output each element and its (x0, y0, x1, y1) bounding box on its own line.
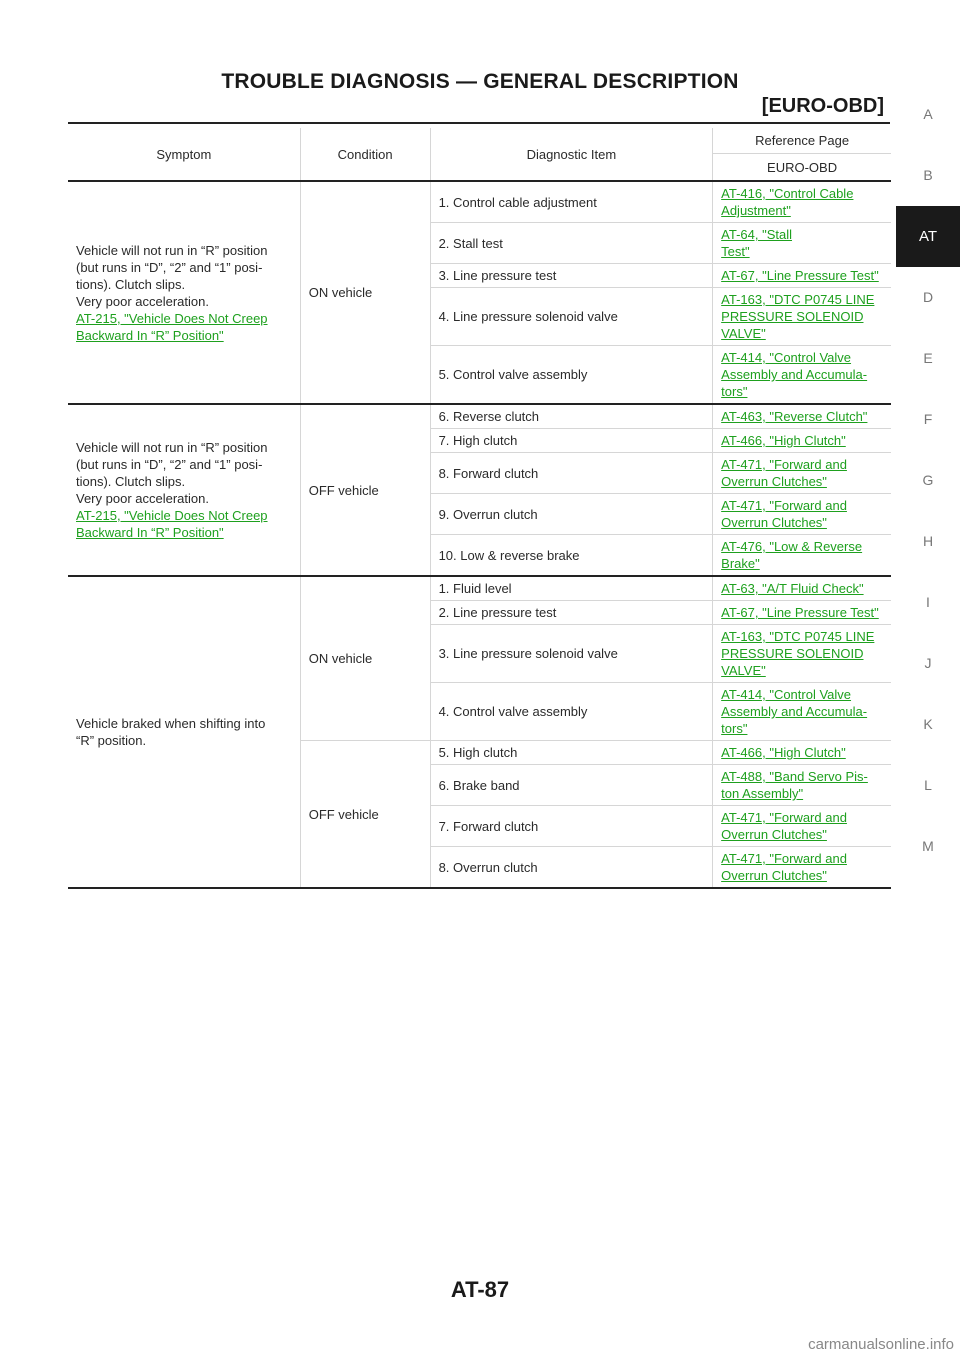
symptom-line: Very poor acceleration. (76, 491, 209, 506)
section-tab-j[interactable]: J (924, 655, 932, 671)
section-tab-k[interactable]: K (923, 716, 933, 732)
reference-link[interactable] (721, 349, 883, 400)
reference-line: AT-63, "A/T Fluid Check" (721, 581, 864, 596)
reference-cell (713, 625, 891, 683)
reference-link[interactable] (721, 267, 883, 284)
reference-line: AT-414, "Control Valve (721, 687, 852, 702)
reference-cell (713, 288, 891, 346)
reference-line: AT-463, "Reverse Clutch" (721, 409, 868, 424)
reference-cell (713, 494, 891, 535)
header-diagnostic-item: Diagnostic Item (430, 128, 713, 181)
diagnostic-item-cell: 2. Line pressure test (430, 601, 713, 625)
section-tab-b[interactable]: B (923, 167, 933, 183)
reference-line: Brake" (721, 556, 760, 571)
reference-line: VALVE" (721, 326, 766, 341)
reference-line: AT-466, "High Clutch" (721, 433, 846, 448)
diagnostic-item-cell: 5. Control valve assembly (430, 346, 713, 405)
section-tab-h[interactable]: H (922, 533, 934, 549)
symptom-reference-line: AT-215, "Vehicle Does Not Creep (76, 310, 268, 326)
diagnostic-item-cell: 4. Line pressure solenoid valve (430, 288, 713, 346)
section-tab-at[interactable]: AT (896, 206, 960, 267)
reference-cell (713, 181, 891, 223)
diagnostic-item-cell: 4. Control valve assembly (430, 683, 713, 741)
symptom-reference-line: Backward In “R” Position" (76, 525, 224, 540)
diagnostic-item-cell: 3. Line pressure test (430, 264, 713, 288)
diagnostic-item-cell: 10. Low & reverse brake (430, 535, 713, 577)
reference-line: AT-416, "Control Cable (721, 186, 854, 201)
table-row (68, 576, 891, 601)
reference-link[interactable] (721, 538, 883, 572)
reference-cell (713, 683, 891, 741)
reference-line: Assembly and Accumula- (721, 367, 868, 382)
reference-link[interactable] (721, 686, 883, 737)
diagnostic-item-cell: 7. Forward clutch (430, 806, 713, 847)
symptom-line: Vehicle will not run in “R” position (76, 242, 268, 258)
reference-line: Overrun Clutches" (721, 515, 827, 530)
diagnostic-item-cell: 3. Line pressure solenoid valve (430, 625, 713, 683)
symptom-cell (68, 181, 300, 404)
symptom-line: (but runs in “D”, “2” and “1” posi- (76, 259, 263, 275)
diagnostic-item-cell: 5. High clutch (430, 741, 713, 765)
reference-line: Adjustment" (721, 203, 791, 218)
condition-cell: OFF vehicle (300, 404, 430, 576)
symptom-reference-link[interactable] (76, 310, 292, 344)
reference-link[interactable] (721, 185, 883, 219)
diagnosis-table (68, 128, 891, 889)
reference-line: AT-64, "Stall (721, 227, 793, 242)
page-subtitle: [EURO-OBD] (761, 95, 884, 117)
diagnostic-item-cell: 6. Brake band (430, 765, 713, 806)
section-index (896, 84, 960, 877)
diagnostic-item-cell: 7. High clutch (430, 429, 713, 453)
table-header (68, 128, 891, 181)
reference-line: Overrun Clutches" (721, 827, 827, 842)
section-tab-i[interactable]: I (926, 594, 930, 610)
section-tab-m[interactable]: M (922, 838, 934, 854)
reference-line: PRESSURE SOLENOID (721, 646, 864, 661)
reference-line: AT-471, "Forward and (721, 851, 847, 866)
symptom-line: Vehicle will not run in “R” position (76, 440, 268, 455)
reference-link[interactable] (721, 291, 883, 342)
symptom-cell (68, 404, 300, 576)
table-body (68, 181, 891, 888)
diagnostic-item-cell: 1. Control cable adjustment (430, 181, 713, 223)
reference-cell (713, 346, 891, 405)
reference-cell (713, 576, 891, 601)
reference-line: AT-163, "DTC P0745 LINE (721, 292, 875, 307)
condition-cell: ON vehicle (300, 181, 430, 404)
diagnostic-item-cell: 8. Forward clutch (430, 453, 713, 494)
section-tab-e[interactable]: E (923, 350, 933, 366)
reference-link[interactable] (721, 408, 883, 425)
reference-line: AT-488, "Band Servo Pis- (721, 769, 868, 784)
reference-link[interactable] (721, 809, 883, 843)
reference-cell (713, 847, 891, 889)
reference-line: AT-471, "Forward and (721, 498, 847, 513)
reference-line: Overrun Clutches" (721, 868, 827, 883)
reference-line: AT-471, "Forward and (721, 810, 847, 825)
reference-cell (713, 264, 891, 288)
page-number: AT-87 (450, 1277, 510, 1302)
diagnostic-item-cell: 9. Overrun clutch (430, 494, 713, 535)
reference-line: AT-163, "DTC P0745 LINE (721, 629, 875, 644)
reference-cell (713, 765, 891, 806)
section-tab-d[interactable]: D (922, 289, 934, 305)
diagnostic-item-cell: 1. Fluid level (430, 576, 713, 601)
reference-line: PRESSURE SOLENOID (721, 309, 864, 324)
reference-cell (713, 453, 891, 494)
symptom-cell (68, 576, 300, 888)
section-tab-a[interactable]: A (923, 106, 933, 122)
condition-cell: ON vehicle (300, 576, 430, 741)
header-condition: Condition (300, 128, 430, 181)
reference-line: AT-476, "Low & Reverse (721, 539, 863, 554)
symptom-line: tions). Clutch slips. (76, 276, 186, 292)
symptom-reference-line: AT-215, "Vehicle Does Not Creep (76, 508, 268, 523)
reference-link[interactable] (721, 744, 883, 761)
reference-link[interactable] (721, 768, 883, 802)
table-row (68, 404, 891, 429)
reference-cell (713, 404, 891, 429)
header-rule (68, 122, 890, 124)
reference-link[interactable] (721, 432, 883, 449)
reference-line: AT-67, "Line Pressure Test" (721, 268, 879, 283)
reference-link[interactable] (721, 628, 883, 679)
condition-cell: OFF vehicle (300, 741, 430, 889)
header-symptom: Symptom (68, 128, 300, 181)
section-tab-l[interactable]: L (924, 777, 932, 793)
reference-link[interactable] (721, 580, 883, 597)
reference-link[interactable] (721, 850, 883, 884)
reference-line: tors" (721, 721, 748, 736)
page-title: TROUBLE DIAGNOSIS — GENERAL DESCRIPTION (221, 70, 739, 93)
reference-line: AT-67, "Line Pressure Test" (721, 605, 879, 620)
symptom-line: “R” position. (76, 733, 147, 748)
symptom-line: (but runs in “D”, “2” and “1” posi- (76, 457, 263, 472)
reference-line: Overrun Clutches" (721, 474, 827, 489)
diagnostic-item-cell: 6. Reverse clutch (430, 404, 713, 429)
reference-line: AT-471, "Forward and (721, 457, 847, 472)
symptom-line: Vehicle braked when shifting into (76, 716, 266, 731)
reference-line: AT-466, "High Clutch" (721, 745, 846, 760)
reference-link[interactable] (721, 226, 883, 260)
diagnostic-item-cell: 2. Stall test (430, 223, 713, 264)
reference-cell (713, 806, 891, 847)
reference-line: VALVE" (721, 663, 766, 678)
reference-line: AT-414, "Control Valve (721, 350, 852, 365)
watermark: carmanualsonline.info (808, 1336, 954, 1353)
reference-link[interactable] (721, 456, 883, 490)
table-row (68, 181, 891, 223)
reference-cell (713, 741, 891, 765)
symptom-line: tions). Clutch slips. (76, 474, 186, 489)
header-reference-page: Reference Page (713, 128, 891, 154)
diagnostic-item-cell: 8. Overrun clutch (430, 847, 713, 889)
section-tab-g[interactable]: G (922, 472, 934, 488)
reference-cell (713, 601, 891, 625)
reference-line: Test" (721, 244, 750, 259)
reference-link[interactable] (721, 604, 883, 621)
reference-cell (713, 535, 891, 577)
header-euro-obd: EURO-OBD (713, 154, 891, 181)
symptom-reference-line: Backward In “R” Position" (76, 327, 224, 343)
reference-line: tors" (721, 384, 748, 399)
reference-cell (713, 223, 891, 264)
symptom-line: Very poor acceleration. (76, 293, 209, 309)
symptom-reference-link[interactable] (76, 507, 292, 541)
section-tab-f[interactable]: F (923, 411, 933, 427)
reference-cell (713, 429, 891, 453)
reference-link[interactable] (721, 497, 883, 531)
reference-line: ton Assembly" (721, 786, 804, 801)
reference-line: Assembly and Accumula- (721, 704, 868, 719)
